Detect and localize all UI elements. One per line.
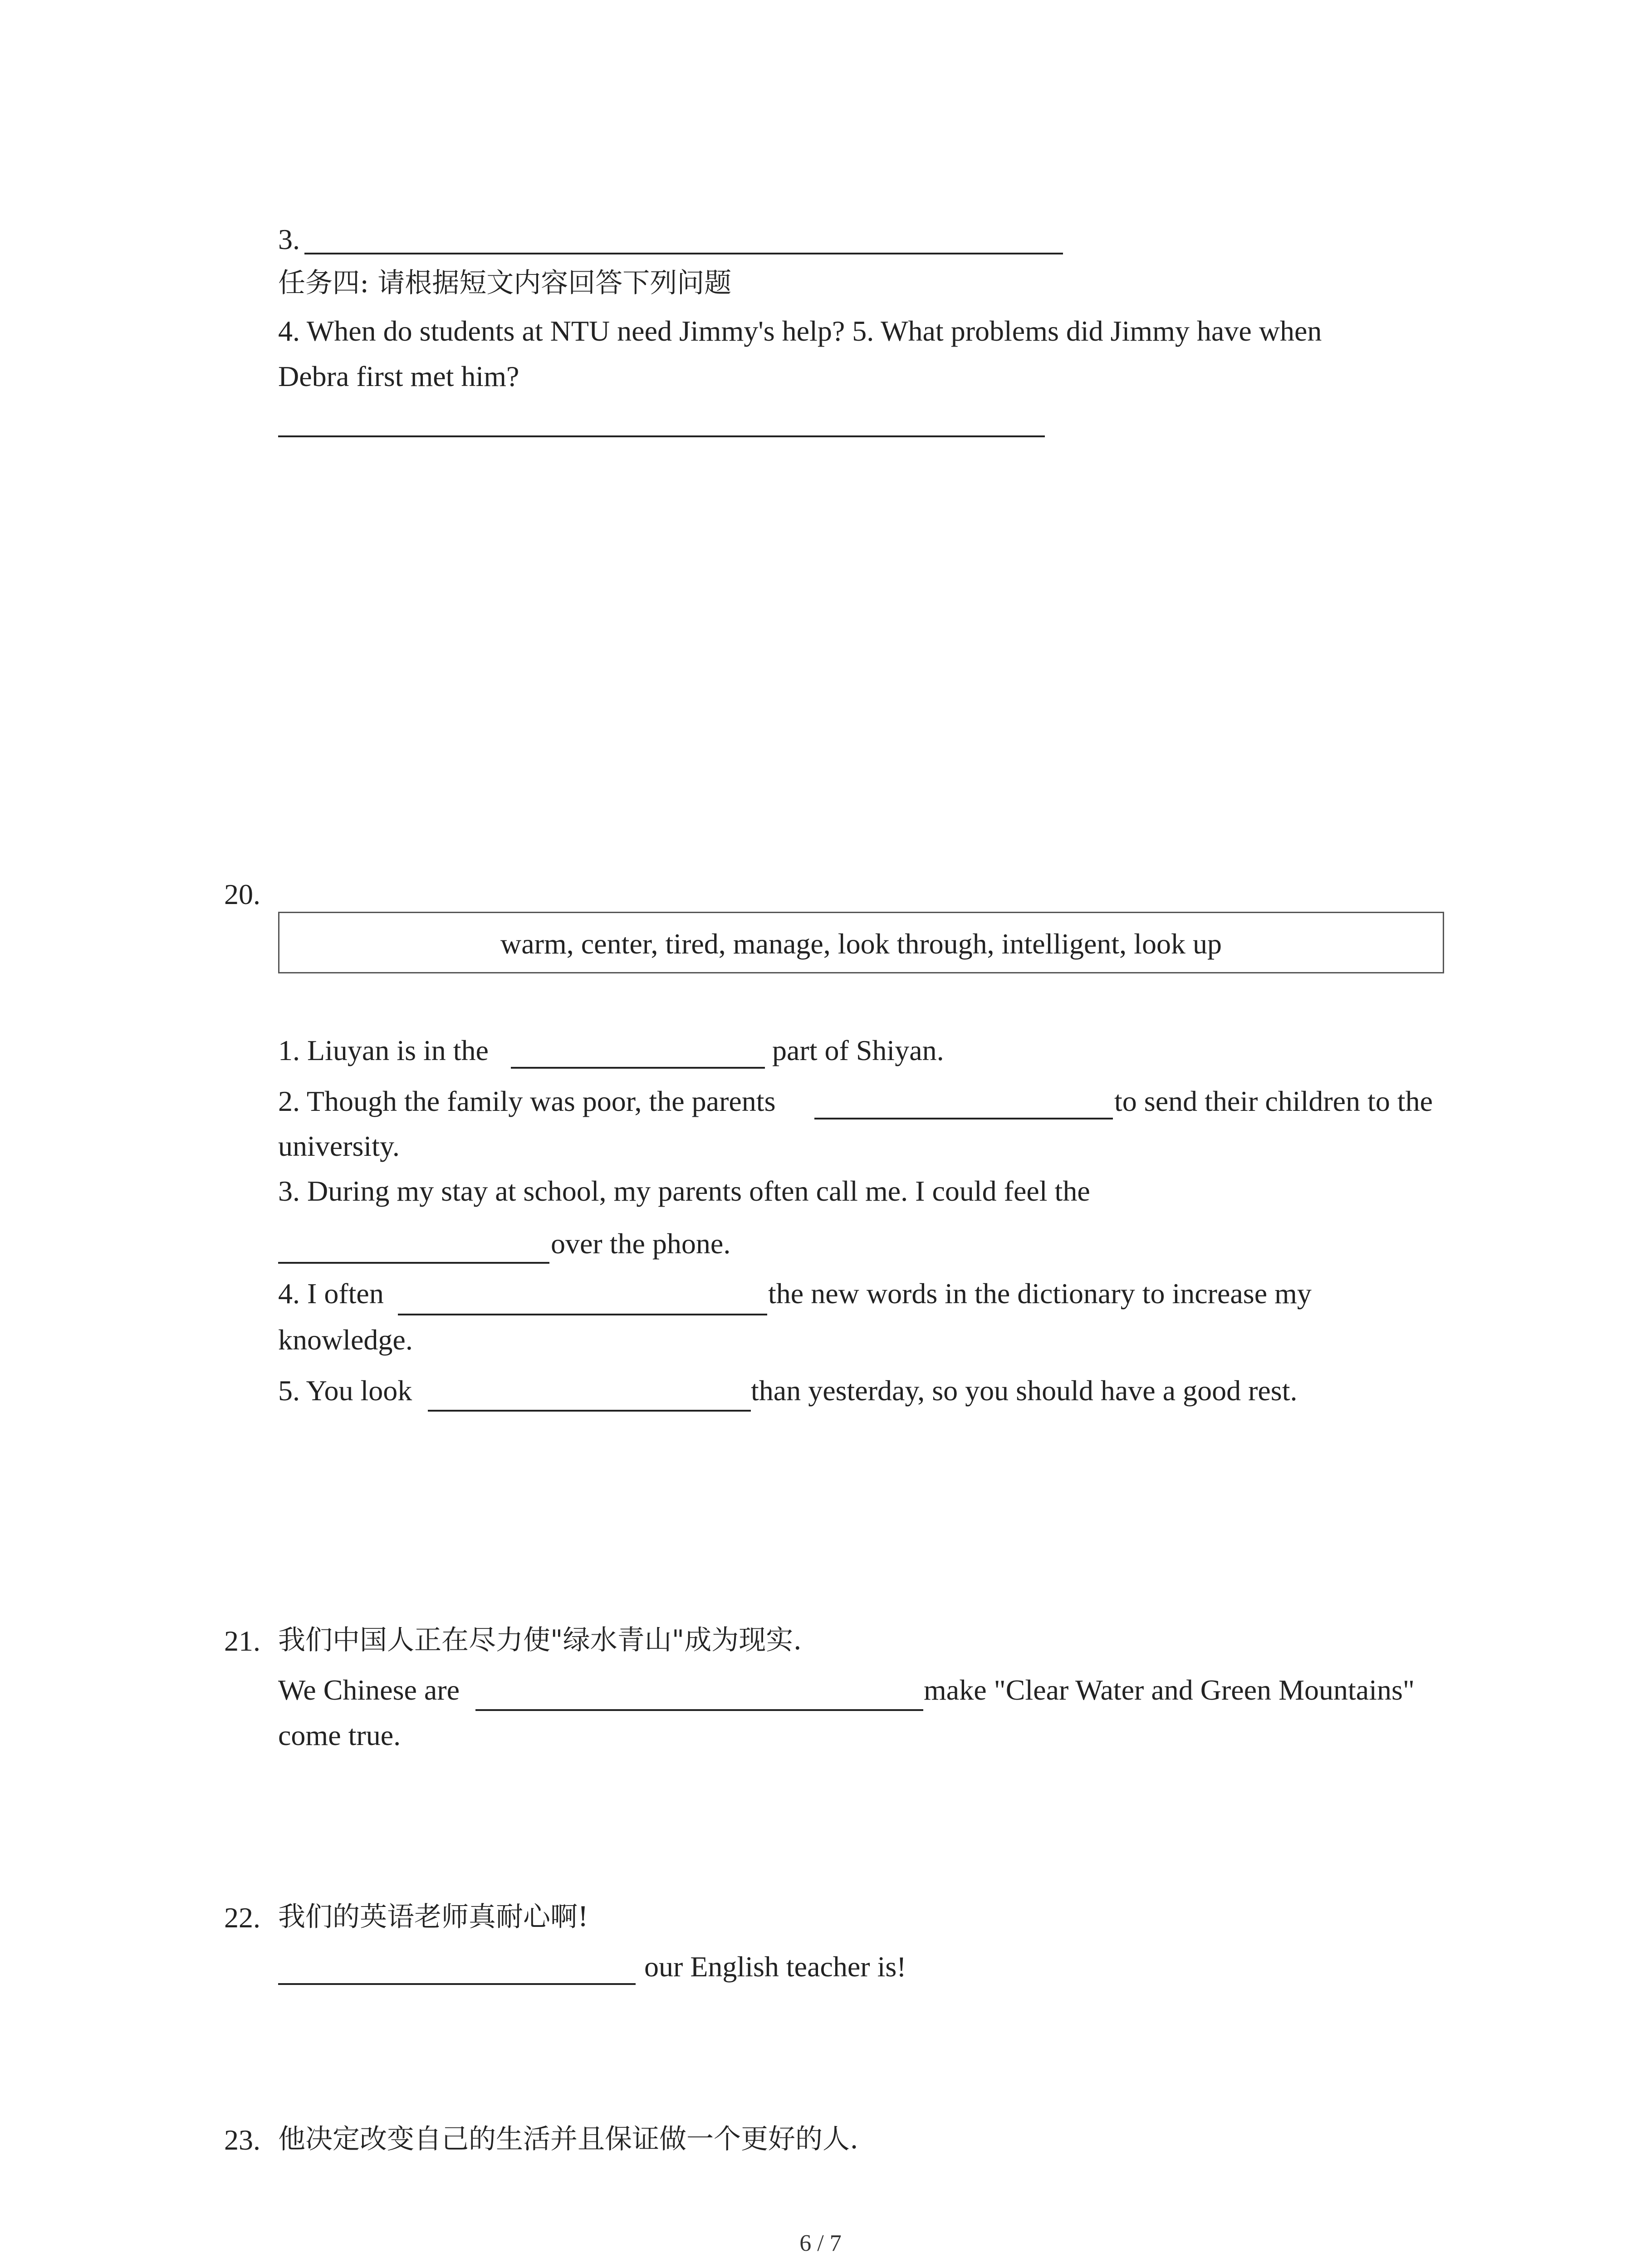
q21-chinese-sentence: 我们中国人正在尽力使"绿水青山"成为现实. — [278, 1624, 802, 1656]
q20-sentence-5-start: 5. You look — [278, 1374, 412, 1407]
q20-sentence-2-start: 2. Though the family was poor, the parents — [278, 1085, 776, 1117]
word-bank-box — [278, 912, 1444, 973]
q20-sentence-2-end: to send their children to the — [1114, 1085, 1433, 1117]
q20-sentence-5-end: than yesterday, so you should have a good rest. — [751, 1374, 1298, 1407]
answer-blank-3[interactable] — [304, 253, 1063, 254]
task4-questions-line2: Debra first met him? — [278, 360, 519, 392]
answer-blank-task4[interactable] — [278, 435, 1045, 437]
question-22-number: 22. — [224, 1901, 260, 1934]
q20-sentence-2-cont: university. — [278, 1130, 400, 1162]
q21-blank[interactable] — [475, 1709, 923, 1711]
question-23-number: 23. — [224, 2124, 260, 2156]
item-3-number: 3. — [278, 223, 300, 255]
q20-sentence-4-start: 4. I often — [278, 1277, 384, 1310]
q22-chinese-sentence: 我们的英语老师真耐心啊! — [278, 1901, 589, 1933]
q20-sentence-3-end: over the phone. — [551, 1227, 731, 1260]
q20-blank-2[interactable] — [814, 1118, 1113, 1119]
q20-sentence-4-cont: knowledge. — [278, 1324, 413, 1356]
q23-chinese-sentence: 他决定改变自己的生活并且保证做一个更好的人. — [278, 2123, 859, 2155]
q21-english-end: make "Clear Water and Green Mountains" — [924, 1674, 1415, 1706]
q20-sentence-3-start: 3. During my stay at school, my parents often call me. I could feel the — [278, 1175, 1090, 1207]
q20-blank-1[interactable] — [511, 1067, 765, 1069]
question-21-number: 21. — [224, 1625, 260, 1657]
q20-blank-4[interactable] — [398, 1314, 767, 1315]
q20-blank-3[interactable] — [278, 1262, 549, 1264]
q20-sentence-1-start: 1. Liuyan is in the — [278, 1034, 489, 1066]
question-20-number: 20. — [224, 878, 260, 910]
q22-blank[interactable] — [278, 1983, 636, 1985]
q20-sentence-4-end: the new words in the dictionary to increase my — [768, 1277, 1312, 1310]
q21-english-cont: come true. — [278, 1719, 401, 1751]
page-number: 6 / 7 — [799, 2230, 842, 2256]
word-bank-text: warm, center, tired, manage, look through, intelligent, look up — [500, 928, 1222, 960]
task4-title: 任务四: 请根据短文内容回答下列问题 — [278, 267, 732, 299]
q20-blank-5[interactable] — [428, 1410, 751, 1412]
q21-english-start: We Chinese are — [278, 1674, 460, 1706]
task4-questions-line1: 4. When do students at NTU need Jimmy's help? 5. What problems did Jimmy have when — [278, 315, 1322, 347]
q22-english-end: our English teacher is! — [644, 1950, 906, 1983]
q20-sentence-1-end: part of Shiyan. — [772, 1034, 944, 1066]
